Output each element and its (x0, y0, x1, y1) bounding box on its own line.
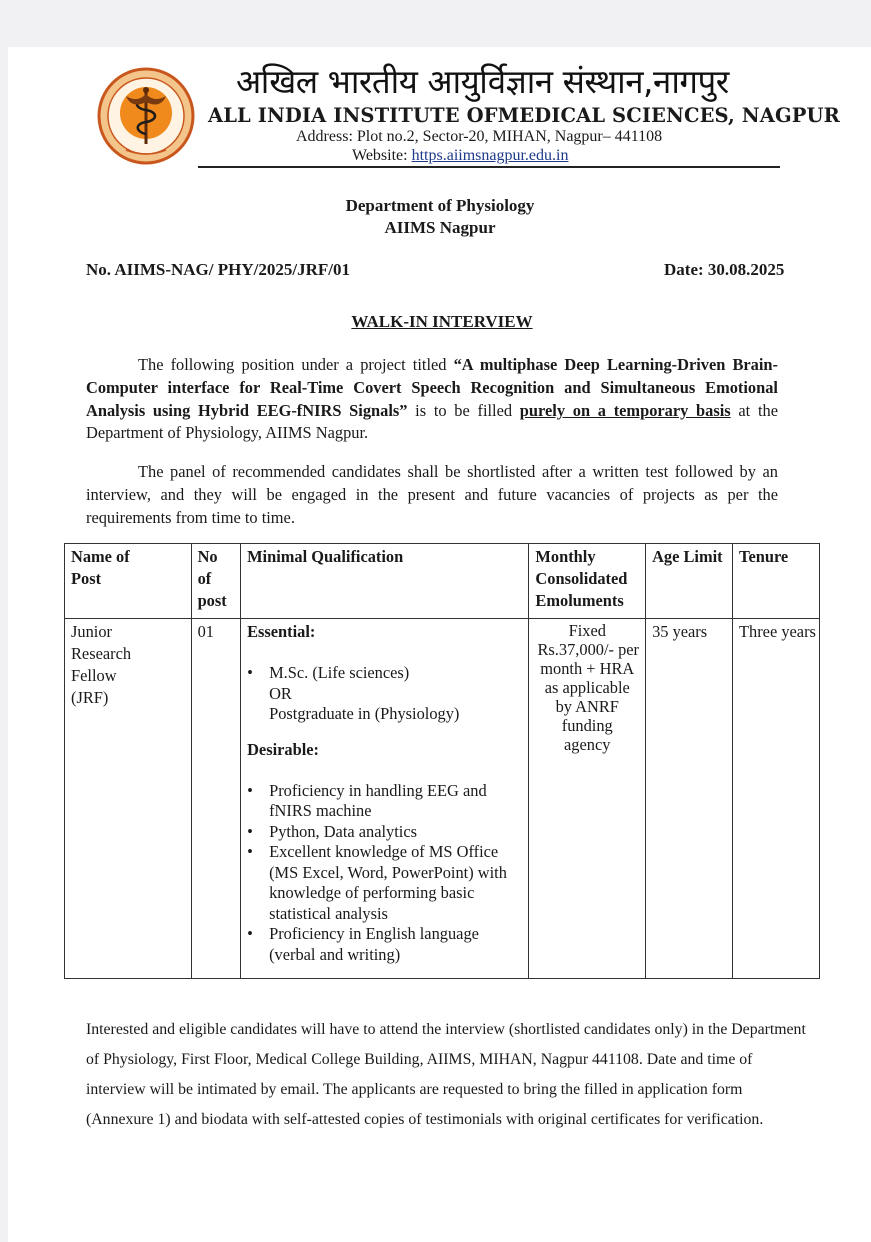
selection-paragraph: The panel of recommended candidates shall be shortlisted after a written test followed by an interview, and they will be engaged in the present and future vacancies of projects as per the requirements from time to time. (86, 462, 778, 527)
project-title: “A multiphase Deep Learning-Driven Brain-Computer interface for Real-Time Covert Speech Recognition and Simultaneous Emotional Analysis using Hybrid EEG-fNIRS Signals” (86, 355, 778, 420)
table-row (65, 619, 820, 979)
department-name: Department of Physiology (345, 196, 535, 215)
institute-website (352, 147, 568, 165)
cell-post-name: Junior Research Fellow (JRF) (65, 619, 192, 979)
institute-name-hindi: अखिल भारतीय आयुर्विज्ञान संस्थान,नागपुर (236, 62, 729, 101)
project-paragraph (86, 354, 778, 445)
institute-name-english: ALL INDIA INSTITUTE OFMEDICAL SCIENCES, NAGPUR (208, 104, 840, 127)
website-label: Website: (352, 147, 408, 164)
desirable-label: Desirable: (247, 739, 319, 759)
para-text: is to be filled (407, 400, 520, 420)
cell-qualification (241, 619, 529, 979)
list-item: • Python, Data analytics (247, 822, 522, 843)
institute-address: Address: Plot no.2, Sector-20, MIHAN, Nagpur– 441108 (296, 128, 663, 145)
department-heading (0, 195, 871, 239)
para-text: at the Department of Physiology, AIIMS Nagpur. (86, 400, 778, 443)
list-item: • Proficiency in handling EEG and fNIRS machine (247, 781, 522, 822)
essential-or: OR (269, 683, 292, 703)
desirable-list (247, 781, 522, 966)
header-divider (198, 166, 780, 168)
cell-tenure: Three years (733, 619, 820, 979)
essential-alternative: Postgraduate in (Physiology) (269, 704, 460, 723)
position-table (64, 543, 820, 979)
aiims-logo-emblem-icon (96, 66, 196, 166)
table-header-row (65, 544, 820, 619)
header-emoluments: Monthly Consolidated Emoluments (529, 544, 646, 619)
list-item: • M.Sc. (Life sciences) (247, 663, 522, 684)
essential-label: Essential: (247, 622, 316, 641)
notice-title: WALK-IN INTERVIEW (351, 312, 533, 331)
website-link[interactable]: https.aiimsnagpur.edu.in (411, 147, 569, 164)
temporary-basis-emphasis: purely on a temporary basis (519, 400, 731, 420)
cell-emoluments: Fixed Rs.37,000/- per month + HRA as applicable by ANRF funding agency (529, 619, 646, 979)
cell-post-count: 01 (191, 619, 241, 979)
header-tenure: Tenure (733, 544, 820, 619)
list-item: • Excellent knowledge of MS Office (MS Excel, Word, PowerPoint) with knowledge of performing basic statistical analysis (247, 842, 522, 924)
header-post-count: No of post (191, 544, 241, 619)
header-post-name: Name of Post (65, 544, 192, 619)
header-qualification: Minimal Qualification (241, 544, 529, 619)
list-item: • Proficiency in English language (verbal and writing) (247, 924, 522, 965)
department-institute: AIIMS Nagpur (384, 218, 496, 237)
essential-list (247, 663, 522, 684)
reference-number: No. AIIMS-NAG/ PHY/2025/JRF/01 (86, 260, 350, 279)
closing-paragraph: Interested and eligible candidates will have to attend the interview (shortlisted candidates only) in the Department of Physiology, First Floor, Medical College Building, AIIMS, MIHAN, Nagpur 441108. Date and time of interview will be intimated by email. The applicants are requested to bring the filled in application form (Annexure 1) and biodata with self-attested copies of testimonials with original certificates for verification. (86, 1021, 806, 1128)
header-age-limit: Age Limit (646, 544, 733, 619)
notice-date: Date: 30.08.2025 (664, 260, 785, 279)
para-text: The following position under a project titled (138, 355, 454, 374)
cell-age-limit: 35 years (646, 619, 733, 979)
